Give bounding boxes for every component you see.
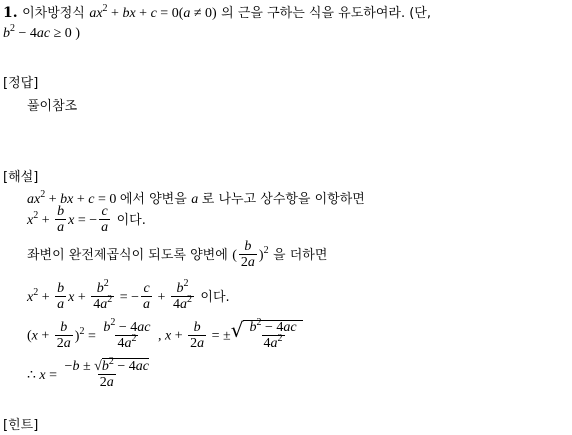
solution-header: [해설] <box>3 170 39 185</box>
problem-line-1 <box>3 2 431 22</box>
hint-header: [힌트] <box>3 418 39 433</box>
solution-line-6: ∴ x = $\frac{-b \pm √b^2 - 4ac}{2a}$ <box>27 356 149 390</box>
solution-line-4-tail: 이다. <box>200 290 230 305</box>
answer-body: 풀이참조 <box>27 99 78 114</box>
problem-condition: $b^2 - 4ac \ge 0$ <box>3 23 76 41</box>
solution-line-1-text-b: 로 나누고 상수항을 이항하면 <box>201 192 365 207</box>
answer-header: [정답] <box>3 76 39 91</box>
problem-number: 1. <box>3 5 18 21</box>
solution-line-2-tail: 이다. <box>116 213 146 228</box>
problem-line-2 <box>3 25 80 42</box>
solution-line-3-text: 좌변이 완전제곱식이 되도록 양변에 <box>27 248 228 263</box>
solution-line-4: $x^2$ + $\frac{b}{a}$ x + $\frac{b^2}{4a^2}$ = − $\frac{c}{a}$ + $\frac{b^2}{4a^2}$ 이다. <box>27 278 230 312</box>
solution-line-5: (x + $\frac{b}{2a}$ )$^2$ = $\frac{b^2 - 4ac}{4a^2}$ , x + $\frac{b}{2a}$ = ± √ $\frac{b^2 - 4ac}{4a^2}$ <box>27 320 303 351</box>
problem-text-b: 의 근을 구하는 식을 유도하여라. (단, <box>221 6 431 21</box>
problem-text-a: 이차방정식 <box>22 6 85 21</box>
problem-equation: $ax^2$ + bx + c = 0(a ≠ 0) <box>89 3 217 21</box>
solution-line-3-tail: 을 더하면 <box>273 248 328 263</box>
problem-close: ) <box>75 26 80 41</box>
solution-line-3: 좌변이 완전제곱식이 되도록 양변에 ( $\frac{b}{2a}$ )$^2$ 을 더하면 <box>27 239 328 270</box>
solution-line-1: $ax^2$ + bx + c = 0 에서 양변을 a 로 나누고 상수항을 이항하면 <box>27 189 365 207</box>
solution-line-1-text-a: 에서 양변을 <box>119 192 187 207</box>
solution-line-2: $x^2$ + $\frac{b}{a}$ x = − $\frac{c}{a}$ 이다. <box>27 204 146 235</box>
